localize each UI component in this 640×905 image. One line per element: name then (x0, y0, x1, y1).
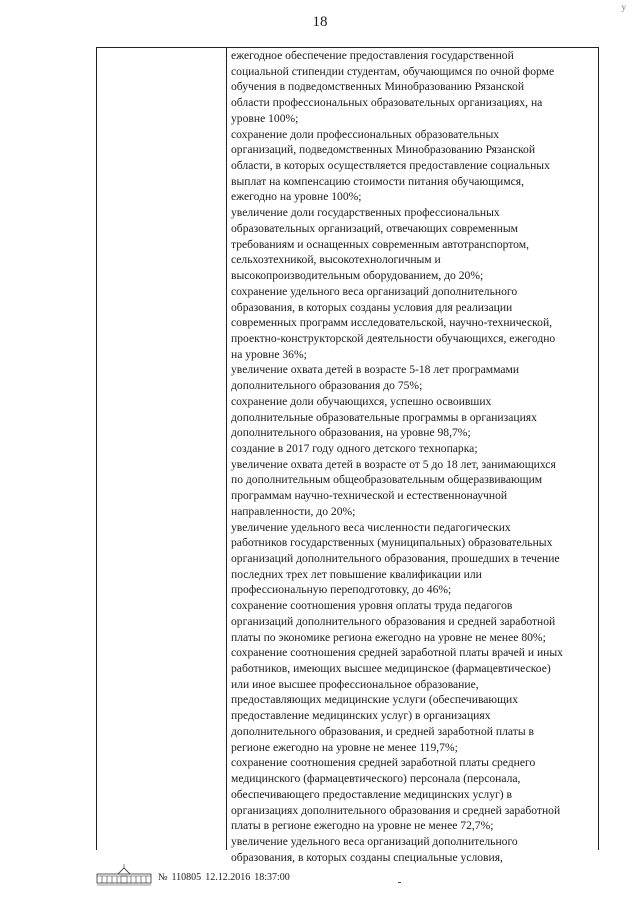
left-column-cell (97, 48, 226, 850)
text-line: области, в которых осуществляется предоставление социальных (231, 159, 550, 173)
text-line: по дополнительным общеобразовательным общеразвивающим (231, 473, 543, 487)
government-building-stamp-icon (96, 862, 152, 886)
corner-mark: у (621, 2, 626, 12)
text-line: последних трех лет повышение квалификации или (231, 567, 482, 581)
text-line: организаций дополнительного образования, прошедших в течение (231, 552, 560, 565)
text-line: создание в 2017 году одного детского технопарка; (231, 441, 478, 455)
text-line: на уровне 36%; (231, 347, 307, 361)
text-line: образования, в которых созданы условия для реализации (231, 300, 513, 314)
text-line: работников государственных (муниципальных) образовательных (231, 536, 553, 550)
text-line: обеспечивающего предоставление медицинских услуг) в (231, 787, 513, 801)
document-date: 12.12.2016 (205, 872, 251, 883)
text-line: дополнительного образования, на уровне 98,7%; (231, 426, 471, 440)
text-line: дополнительного образования до 75%; (231, 379, 423, 393)
text-line: высокопроизводительным оборудованием, до 20%; (231, 269, 484, 283)
text-line: регионе ежегодно на уровне не менее 119,7%; (231, 740, 458, 754)
text-line: увеличение удельного веса организаций дополнительного (231, 834, 518, 848)
text-line: современных программ исследовательской, научно-технической, (231, 316, 553, 330)
text-line: сохранение доли профессиональных образовательных (231, 127, 500, 141)
text-line: ежегодно на уровне 100%; (231, 190, 362, 204)
text-line: предоставляющих медицинские услуги (обеспечивающих (231, 693, 519, 707)
right-column-cell (231, 48, 597, 864)
footer-registration-text (158, 872, 294, 883)
page-number: 18 (312, 14, 328, 30)
text-line: или иное высшее профессиональное образование, (231, 677, 479, 691)
text-line: уровне 100%; (231, 111, 299, 125)
text-line: программам научно-технической и естественнонаучной (231, 489, 508, 503)
document-time: 18:37:00 (254, 872, 290, 883)
text-line: увеличение охвата детей в возрасте от 5 до 18 лет, занимающихся (231, 457, 556, 471)
text-line: организаций, подведомственных Минобразованию Рязанской (231, 143, 536, 157)
text-line: выплат на компенсацию стоимости питания обучающимся, (231, 174, 524, 188)
text-line: области профессиональных образовательных организациях, на (231, 96, 543, 110)
document-number: 110805 (171, 872, 202, 883)
text-line: образования, в которых созданы специальные условия, (231, 850, 503, 864)
text-line: увеличение охвата детей в возрасте 5-18 лет программами (231, 363, 520, 377)
text-line: работников, имеющих высшее медицинское (фармацевтическое) (231, 662, 551, 676)
text-line: предоставление медицинских услуг) в организациях (231, 709, 491, 723)
text-line: дополнительные образовательные программы в организациях (231, 410, 537, 424)
text-line: сохранение соотношения средней заработной платы среднего (231, 756, 536, 770)
text-line: ежегодное обеспечение предоставления государственной (231, 49, 514, 62)
text-line: организациях дополнительного образования и средней заработной (231, 803, 561, 817)
document-table (96, 47, 599, 864)
text-line: проектно-конструкторской деятельности обучающихся, ежегодно (231, 331, 556, 345)
text-line: направленности, до 20%; (231, 504, 356, 518)
text-line: увеличение удельного веса численности педагогических (231, 520, 511, 534)
text-line: требованиям и оснащенных современным автотранспортом, (231, 237, 529, 251)
column-divider (226, 48, 227, 850)
number-sign: № (158, 872, 168, 883)
text-line: сохранение соотношения уровня оплаты труда педагогов (231, 599, 513, 613)
text-line: увеличение доли государственных профессиональных (231, 206, 500, 220)
text-line: образовательных организаций, отвечающих современным (231, 221, 518, 235)
text-line: медицинского (фармацевтического) персонала (персонала, (231, 772, 521, 786)
text-line: сохранение удельного веса организаций дополнительного (231, 284, 518, 298)
text-line: платы по экономике региона ежегодно на уровне не менее 80%; (231, 630, 546, 644)
text-line: обучения в подведомственных Минобразованию Рязанской (231, 80, 525, 94)
text-line: сохранение соотношения средней заработной платы врачей и иных (231, 646, 563, 660)
scan-speck (398, 882, 401, 883)
text-line: дополнительного образования, и средней заработной платы в (231, 724, 534, 738)
document-footer (96, 862, 396, 886)
text-line: профессиональную переподготовку, до 46%; (231, 583, 452, 597)
text-line: организаций дополнительного образования и средней заработной (231, 614, 556, 628)
text-line: сохранение доли обучающихся, успешно освоивших (231, 394, 492, 408)
text-line: платы в регионе ежегодно на уровне не менее 72,7%; (231, 819, 494, 833)
text-line: сельхозтехникой, высокотехнологичным и (231, 253, 441, 267)
text-line: социальной стипендии студентам, обучающимся по очной форме (231, 64, 555, 78)
